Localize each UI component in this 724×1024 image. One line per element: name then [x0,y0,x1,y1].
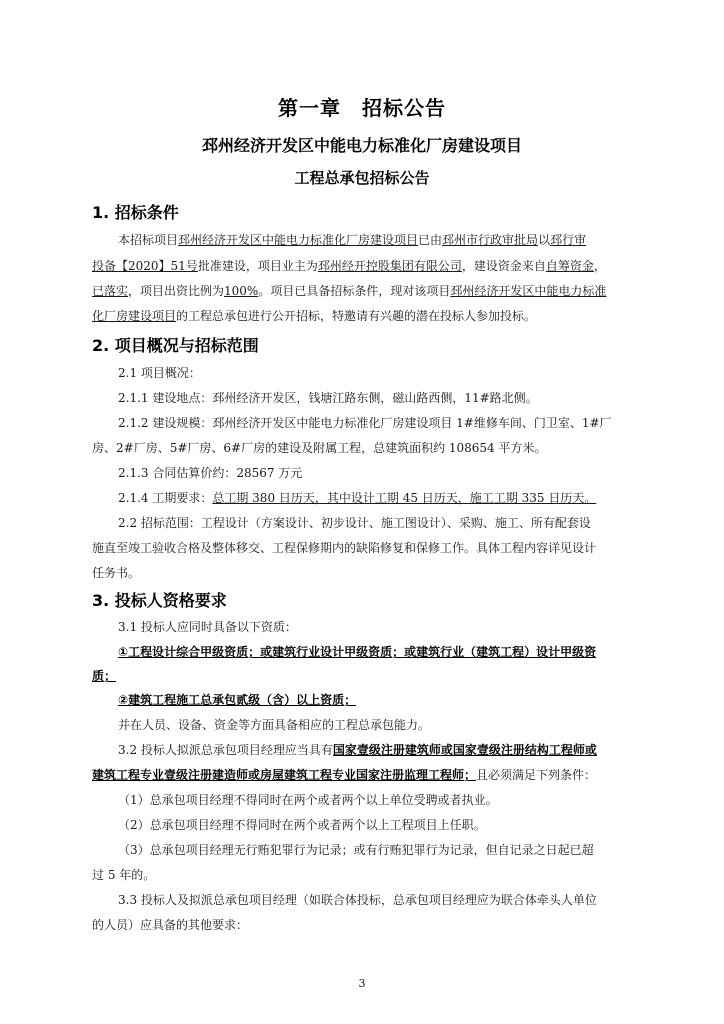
s2-scope-line-3: 任务书。 [92,566,141,580]
project-name-underlined: 邳州经济开发区中能电力标准 [450,284,607,298]
text: 2.1.4 工期要求： [118,491,213,505]
section-2-heading: 2. 项目概况与招标范围 [92,336,259,355]
project-name-underlined: 化厂房建设项目 [92,309,177,323]
text: ， [593,259,606,273]
project-name-underlined: 邳州经济开发区中能电力标准化厂房建设项目 [178,233,419,247]
s1-line-1 [118,230,632,250]
section-3-heading: 3. 投标人资格要求 [92,591,227,610]
text: 批准建设，项目业主为 [197,259,318,273]
notice-title: 工程总承包招标公告 [294,169,430,187]
s2-scope-line-1: 2.2 招标范围：工程设计（方案设计、初步设计、施工图设计）、采购、施工、所有配套设 [118,516,591,530]
s2-schedule [118,488,632,508]
text: 且必须满足下列条件： [476,768,597,782]
chapter-title: 第一章 招标公告 [278,96,446,120]
funding-status: 已落实 [92,284,129,298]
approval-number-part-2: 投备【2020】51号 [92,259,198,273]
s2-scope-line-2: 施直至竣工验收合格及整体移交、工程保修期内的缺陷修复和保修工作。具体工程内容详见设计 [92,541,597,555]
s3-capability: 并在人员、设备、资金等方面具备相应的工程总承包能力。 [118,718,431,732]
text: 的工程总承包进行公开招标，特邀请有兴趣的潜在投标人参加投标。 [176,309,537,323]
text: ，项目出资比例为 [128,284,225,298]
text: 已由 [418,233,443,247]
s2-overview-label: 2.1 项目概况： [118,366,201,380]
s3-other-line-1: 3.3 投标人及拟派总承包项目经理（如联合体投标，总承包项目经理应为联合体牵头人单位 [118,893,597,907]
s2-location: 2.1.1 建设地点：邳州经济开发区，钱塘江路东侧，磁山路西侧，11#路北侧。 [118,391,538,405]
s3-qualification-intro: 3.1 投标人应同时具备以下资质： [118,620,297,634]
text: 。项目已具备招标条件，现对该项目 [258,284,451,298]
s3-qualification-1-line-2: 质； [92,669,117,683]
approval-agency: 邳州市行政审批局 [442,233,539,247]
text: 本招标项目 [118,233,179,247]
s3-manager-line-1 [118,740,632,760]
text: 3.2 投标人拟派总承包项目经理应当具有 [118,743,333,757]
approval-number-part-1: 邳行审 [550,233,587,247]
s2-contract-price: 2.1.3 合同估算价约：28567 万元 [118,466,303,480]
project-owner: 邳州经开控股集团有限公司 [317,259,462,273]
s2-scale-line-1: 2.1.2 建设规模：邳州经济开发区中能电力标准化厂房建设项目 1#维修车间、门卫室、1#厂 [118,416,612,430]
text: ，建设资金来自 [461,259,546,273]
schedule-underlined: 总工期 380 日历天，其中设计工期 45 日历天，施工工期 335 日历天。 [212,491,597,505]
project-title: 邳州经济开发区中能电力标准化厂房建设项目 [201,136,522,155]
page-number: 3 [358,977,366,990]
s2-scale-line-2: 房、2#厂房、5#厂房、6#厂房的建设及附属工程，总建筑面积约 108654 平方米。 [92,441,547,455]
manager-qualification-underlined: 建筑工程专业壹级注册建造师或房屋建筑工程专业国家注册监理工程师； [92,768,477,782]
s3-manager-line-2 [92,765,632,785]
s3-condition-3-line-1: （3）总承包项目经理无行贿犯罪行为记录；或有行贿犯罪行为记录，但自记录之日起已超 [118,843,594,857]
s3-condition-3-line-2: 过 5 年的。 [92,868,156,882]
s1-line-2 [92,256,632,276]
text: 以 [538,233,551,247]
funding-source: 自筹资金 [545,259,594,273]
investment-ratio: 100% [224,284,259,298]
s1-line-4 [92,306,632,326]
s3-condition-2: （2）总承包项目经理不得同时在两个或者两个以上工程项目上任职。 [118,818,486,832]
s3-qualification-2: ②建筑工程施工总承包贰级（含）以上资质； [118,693,357,707]
section-1-heading: 1. 招标条件 [92,203,179,222]
s1-line-3 [92,281,632,301]
s3-other-line-2: 的人员）应具备的其他要求： [92,918,249,932]
s3-qualification-1-line-1: ①工程设计综合甲级资质；或建筑行业设计甲级资质；或建筑行业（建筑工程）设计甲级资 [118,645,597,659]
s3-condition-1: （1）总承包项目经理不得同时在两个或者两个以上单位受聘或者执业。 [118,793,498,807]
manager-qualification-underlined: 国家壹级注册建筑师或国家壹级注册结构工程师或 [332,743,597,757]
